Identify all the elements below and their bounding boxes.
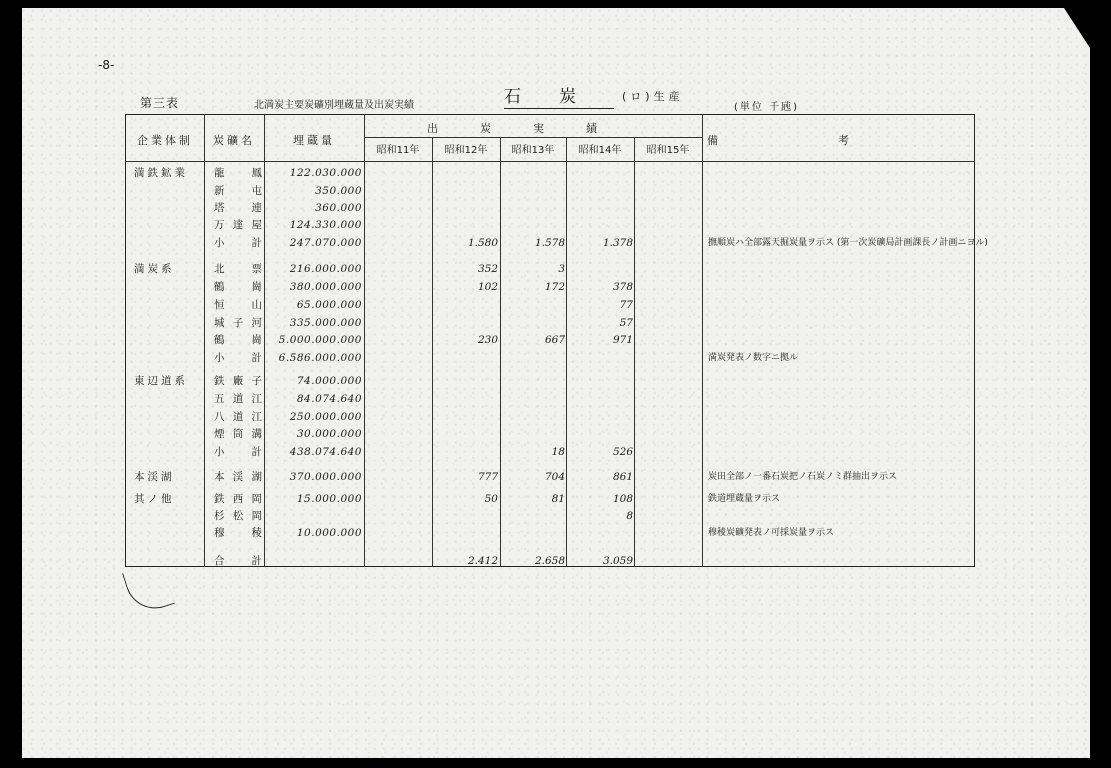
cell-mine: 杉松岡: [214, 510, 262, 522]
grid-line: [432, 137, 433, 566]
cell-y12: 102: [477, 281, 498, 293]
header-year: 昭和15年: [646, 145, 690, 156]
header-year: 昭和13年: [511, 145, 555, 156]
grid-line: [634, 137, 635, 566]
table-subtitle: 北満炭主要炭礦別埋蔵量及出炭実績: [254, 100, 414, 111]
coal-production-table: [125, 114, 988, 567]
page-title-sub: (ロ)生産: [622, 90, 684, 103]
table-label: 第三表: [140, 96, 180, 110]
cell-reserve: 370.000.000: [289, 471, 362, 483]
cell-reserve: 216.000.000: [289, 263, 362, 275]
cell-company: 満鉄鉱業: [134, 167, 188, 179]
cell-y13: 2.658: [534, 555, 565, 567]
cell-y14: 8: [626, 510, 633, 522]
cell-y14: 861: [612, 471, 633, 483]
page-title: 石炭: [504, 82, 614, 109]
cell-reserve: 30.000.000: [296, 428, 362, 440]
header-company: 企業体制: [137, 134, 193, 147]
cell-company: 東辺道系: [134, 375, 188, 387]
cell-company: 本渓湖: [134, 471, 175, 483]
cell-reserve: 350.000: [315, 185, 362, 197]
cell-reserve: 124.330.000: [289, 219, 362, 231]
cell-mine: 新屯: [214, 185, 262, 197]
cell-y13: 704: [544, 471, 565, 483]
cell-y14: 108: [612, 493, 633, 505]
cell-company: 其ノ他: [134, 493, 175, 505]
grid-line: [364, 115, 365, 566]
cell-remark: 鉄道埋蔵量ヲ示ス: [708, 494, 781, 504]
cell-reserve: 74.000.000: [296, 375, 362, 387]
cell-remark: 撫順炭ハ全部露天掘炭量ヲ示ス (第一次炭礦局計画課長ノ計画ニヨル): [708, 238, 988, 248]
header-mine: 炭礦名: [213, 134, 255, 147]
grid-line: [126, 161, 974, 162]
cell-remark: 炭田全部ノ一番石炭把ノ石炭ノミ群抽出ヲ示ス: [708, 472, 898, 482]
cell-y12: 230: [477, 334, 498, 346]
cell-y13: 172: [544, 281, 565, 293]
cell-mine: 八道江: [214, 411, 262, 423]
cell-y13: 1.578: [534, 237, 565, 249]
cell-y12: 777: [477, 471, 498, 483]
cell-y14: 1.378: [602, 237, 633, 249]
cell-y14: 971: [612, 334, 633, 346]
cell-remark: 穆稜炭礦発表ノ可採炭量ヲ示ス: [708, 528, 835, 538]
cell-y13: 81: [551, 493, 565, 505]
cell-reserve: 438.074.640: [289, 446, 362, 458]
page-number: -8-: [98, 58, 115, 72]
cell-y13: 18: [551, 446, 565, 458]
cell-reserve: 247.070.000: [289, 237, 362, 249]
cell-company: 満炭系: [134, 263, 175, 275]
grid-line: [204, 115, 205, 566]
cell-reserve: 84.074.640: [296, 393, 362, 405]
cell-reserve: 122.030.000: [289, 167, 362, 179]
cell-mine: 鶴崗: [214, 334, 262, 346]
cell-mine: 城子河: [214, 317, 262, 329]
cell-mine: 穆稜: [214, 527, 262, 539]
cell-y13: 3: [558, 263, 565, 275]
cell-mine: 煙筒溝: [214, 428, 262, 440]
header-remarks: 備考: [707, 134, 969, 147]
cell-mine: 合計: [214, 555, 262, 567]
grid-line: [566, 137, 567, 566]
cell-reserve: 250.000.000: [289, 411, 362, 423]
grid-line: [702, 115, 703, 566]
cell-remark: 満炭発表ノ数字ニ拠ル: [708, 353, 799, 363]
cell-mine: 北票: [214, 263, 262, 275]
cell-y12: 352: [477, 263, 498, 275]
unit-label: (単位 千瓲): [734, 102, 799, 113]
cell-mine: 塔連: [214, 202, 262, 214]
cell-reserve: 10.000.000: [296, 527, 362, 539]
cell-y14: 526: [612, 446, 633, 458]
header-year: 昭和11年: [376, 145, 420, 156]
grid-line: [500, 137, 501, 566]
header-reserve: 埋蔵量: [293, 134, 335, 147]
cell-mine: 小計: [214, 446, 262, 458]
cell-y12: 2.412: [467, 555, 498, 567]
grid-line: [364, 137, 702, 138]
grid-line: [264, 115, 265, 566]
cell-y12: 1.580: [467, 237, 498, 249]
cell-mine: 鉄廠子: [214, 375, 262, 387]
cell-reserve: 65.000.000: [296, 299, 362, 311]
page-corner-fold: [1064, 8, 1090, 48]
cell-y14: 378: [612, 281, 633, 293]
cell-reserve: 5.000.000.000: [278, 334, 362, 346]
cell-mine: 鉄西岡: [214, 493, 262, 505]
cell-reserve: 335.000.000: [289, 317, 362, 329]
cell-mine: 万達屋: [214, 219, 262, 231]
cell-reserve: 6.586.000.000: [278, 352, 362, 364]
cell-mine: 本渓湖: [214, 471, 262, 483]
pen-stroke-mark: [122, 561, 175, 616]
cell-reserve: 380.000.000: [289, 281, 362, 293]
cell-reserve: 360.000: [315, 202, 362, 214]
header-output-group: 出炭実績: [427, 122, 639, 135]
cell-mine: 五道江: [214, 393, 262, 405]
cell-y12: 50: [484, 493, 498, 505]
cell-y13: 667: [544, 334, 565, 346]
cell-y14: 3.059: [602, 555, 633, 567]
header-year: 昭和12年: [444, 145, 488, 156]
cell-y14: 77: [619, 299, 633, 311]
cell-mine: 恒山: [214, 299, 262, 311]
header-year: 昭和14年: [578, 145, 622, 156]
cell-mine: 小計: [214, 237, 262, 249]
cell-reserve: 15.000.000: [296, 493, 362, 505]
cell-y14: 57: [619, 317, 633, 329]
cell-mine: 龍鳳: [214, 167, 262, 179]
document-page: [22, 8, 1090, 758]
cell-mine: 鶴崗: [214, 281, 262, 293]
cell-mine: 小計: [214, 352, 262, 364]
